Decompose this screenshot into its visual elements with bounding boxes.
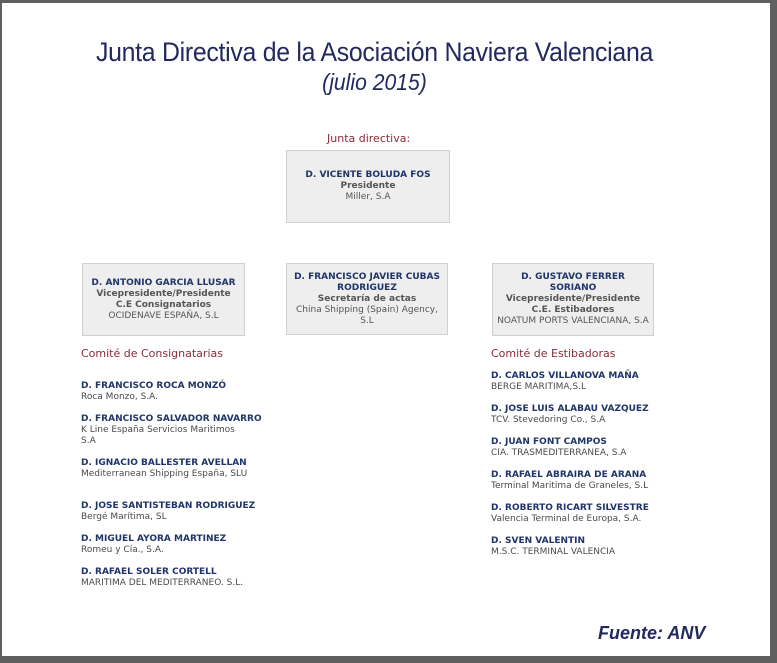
junta-label: Junta directiva: [327,132,411,145]
secretary-company: China Shipping (Spain) Agency, S.L [296,304,438,326]
consignatarias-label: Comité de Consignatarias [81,347,223,360]
vp-right-company: NOATUM PORTS VALENCIANA, S.A [497,316,649,326]
member-name: D. JUAN FONT CAMPOS [491,437,607,447]
member-name: D. IGNACIO BALLESTER AVELLAN [81,458,247,468]
president-name: D. VICENTE BOLUDA FOS [305,170,431,180]
member-name: D. JOSE LUIS ALABAU VAZQUEZ [491,404,649,414]
member-name: D. FRANCISCO SALVADOR NAVARRO [81,414,262,424]
consignatarias-member [81,414,262,447]
president-role: Presidente [340,181,396,191]
member-name: D. RAFAEL ABRAIRA DE ARANA [491,470,647,480]
member-company: Mediterranean Shipping España, SLU [81,469,248,479]
vp-right-role: Vicepresidente/Presidente C.E. Estibadores [505,294,641,315]
estibadoras-member [491,503,681,525]
consignatarias-member [81,567,251,589]
member-name: D. RAFAEL SOLER CORTELL [81,567,217,577]
estibadoras-member [491,437,681,459]
vicepresident-estibadores-box [492,263,654,336]
president-box [286,150,450,223]
member-company: K Line España Servicios Maritimos S.A [81,425,235,446]
member-company: Bergé Marítima, SL [81,512,167,522]
estibadoras-member [491,470,681,492]
member-company: MARITIMA DEL MEDITERRANEO. S.L. [81,578,244,588]
member-company: TCV. Stevedoring Co., S.A [491,415,606,425]
member-name: D. ROBERTO RICART SILVESTRE [491,503,649,513]
member-company: Terminal Maritima de Graneles, S.L [491,481,649,491]
vp-left-company: OCIDENAVE ESPAÑA, S.L [108,310,219,321]
estibadoras-member [491,404,681,426]
page-title: Junta Directiva de la Asociación Naviera Valenciana [95,37,654,67]
secretary-box [286,263,448,335]
member-name: D. CARLOS VILLANOVA MAÑA [491,371,639,381]
estibadoras-label: Comité de Estibadoras [491,347,616,360]
president-company: Miller, S.A [345,192,391,202]
member-company: BERGE MARITIMA,S.L [491,382,586,392]
member-company: Roca Monzo, S.A. [81,392,159,402]
source-caption: Fuente: ANV [598,623,706,643]
consignatarias-member [81,534,251,556]
member-name: D. FRANCISCO ROCA MONZÓ [81,381,227,391]
member-company: Romeu y Cía., S.A. [81,545,164,555]
consignatarias-member [81,501,256,523]
consignatarias-member [81,458,251,480]
estibadoras-member [491,371,681,393]
member-name: D. MIGUEL AYORA MARTINEZ [81,534,227,544]
member-company: M.S.C. TERMINAL VALENCIA [491,547,616,557]
consignatarias-member [81,381,251,403]
vp-left-role: Vicepresidente/Presidente C.E Consignatarios [96,288,231,310]
member-company: CIA. TRASMEDITERRANEA, S.A [491,448,627,458]
member-name: D. JOSE SANTISTEBAN RODRIGUEZ [81,501,256,511]
vicepresident-consignatarios-box [82,263,245,336]
org-chart-page [2,3,770,656]
member-company: Valencia Terminal de Europa, S.A. [491,514,642,524]
member-name: D. SVEN VALENTIN [491,536,586,546]
page-subtitle: (julio 2015) [322,69,427,95]
secretary-name: D. FRANCISCO JAVIER CUBAS RODRIGUEZ [294,271,440,293]
vp-right-name: D. GUSTAVO FERRER SORIANO [521,272,625,293]
vp-left-name: D. ANTONIO GARCIA LLUSAR [91,277,236,288]
estibadoras-member [491,536,681,558]
secretary-role: Secretaría de actas [317,293,417,304]
